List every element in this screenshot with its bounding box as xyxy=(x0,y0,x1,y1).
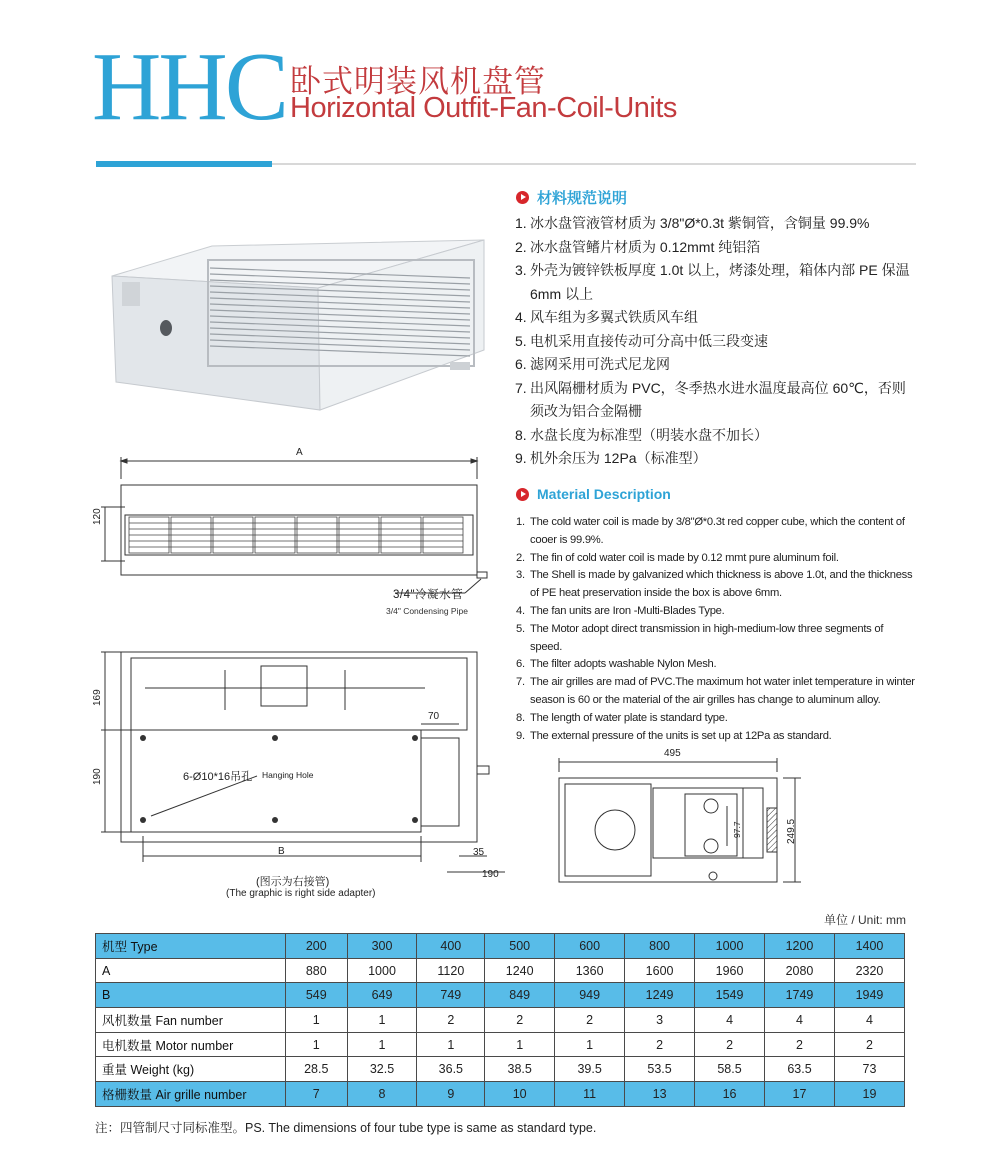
table-cell: 2 xyxy=(695,1032,765,1057)
list-item-text: 冰水盘管液管材质为 3/8"Ø*0.3t 紫铜管，含铜量 99.9% xyxy=(530,215,870,231)
table-cell: 32.5 xyxy=(347,1057,417,1082)
table-cell: 749 xyxy=(417,983,485,1008)
table-cell: 849 xyxy=(485,983,555,1008)
table-cell: 649 xyxy=(347,983,417,1008)
list-item-number: 4. xyxy=(515,309,527,325)
list-item xyxy=(516,710,916,728)
table-cell: 7 xyxy=(286,1082,348,1107)
table-cell: 17 xyxy=(765,1082,835,1107)
table-cell: 58.5 xyxy=(695,1057,765,1082)
list-item-number: 6. xyxy=(515,356,527,372)
list-item-number: 3. xyxy=(515,262,527,278)
list-item-number: 8. xyxy=(516,711,525,724)
table-row xyxy=(96,1057,905,1082)
hanging-hole-label-cn: 6-Ø10*16吊孔 xyxy=(183,771,253,783)
list-item xyxy=(516,728,916,746)
table-cell: 1549 xyxy=(695,983,765,1008)
list-item-number: 9. xyxy=(515,450,527,466)
table-cell: 2 xyxy=(834,1032,904,1057)
list-item xyxy=(515,330,915,354)
table-cell: 1120 xyxy=(417,958,485,983)
table-cell: 2 xyxy=(625,1032,695,1057)
material-cn-heading-text: 材料规范说明 xyxy=(537,190,628,207)
table-cell: 4 xyxy=(765,1008,835,1033)
brand-logo-text: HHC xyxy=(92,33,286,141)
table-cell: 19 xyxy=(834,1082,904,1107)
table-cell: 1249 xyxy=(625,983,695,1008)
table-cell: 63.5 xyxy=(765,1057,835,1082)
table-cell: 1 xyxy=(347,1008,417,1033)
table-cell: 1600 xyxy=(625,958,695,983)
list-item xyxy=(516,567,916,603)
table-cell: 1 xyxy=(286,1032,348,1057)
pipe-label-en: 3/4" Condensing Pipe xyxy=(386,606,468,616)
dim-190-left-label: 190 xyxy=(92,768,103,785)
table-cell: 1749 xyxy=(765,983,835,1008)
dim-495-label: 495 xyxy=(664,748,681,759)
table-cell: 13 xyxy=(625,1082,695,1107)
dim-70-label: 70 xyxy=(428,711,440,722)
table-row xyxy=(96,1032,905,1057)
list-item-number: 5. xyxy=(515,332,527,349)
table-cell: 2 xyxy=(417,1008,485,1033)
list-item-number: 7. xyxy=(515,379,527,396)
table-cell: 1360 xyxy=(555,958,625,983)
list-item-text: The fan units are Iron -Multi-Blades Type. xyxy=(530,604,725,617)
dim-b-label: B xyxy=(278,846,285,857)
dim-120-label: 120 xyxy=(92,508,103,525)
list-item xyxy=(515,236,915,260)
table-cell: 4 xyxy=(834,1008,904,1033)
table-row xyxy=(96,1008,905,1033)
header-rule xyxy=(272,163,916,165)
row-label: 格栅数量 Air grille number xyxy=(96,1082,286,1107)
list-item xyxy=(515,353,915,377)
list-item-number: 5. xyxy=(516,622,525,635)
table-cell: 1000 xyxy=(695,934,765,959)
table-cell: 38.5 xyxy=(485,1057,555,1082)
table-cell: 1949 xyxy=(834,983,904,1008)
list-item-text: The Shell is made by galvanized which thickness is above 1.0t, and the thickness of PE heat preservation inside the box is above 6mm. xyxy=(530,569,913,600)
row-label: A xyxy=(96,958,286,983)
page-title-cn: 卧式明装风机盘管 xyxy=(290,64,546,99)
row-label: 机型 Type xyxy=(96,934,286,959)
table-cell: 1 xyxy=(417,1032,485,1057)
list-item-number: 3. xyxy=(516,569,525,582)
table-cell: 9 xyxy=(417,1082,485,1107)
drawing-caption-en: (The graphic is right side adapter) xyxy=(226,888,376,899)
drawing-caption-cn: (图示为右接管) xyxy=(256,876,330,888)
drawing-side-view xyxy=(545,750,810,890)
list-item-text: 机外余压为 12Pa（标准型） xyxy=(530,450,707,466)
row-label: 重量 Weight (kg) xyxy=(96,1057,286,1082)
table-cell: 1400 xyxy=(834,934,904,959)
table-cell: 2 xyxy=(485,1008,555,1033)
table-cell: 10 xyxy=(485,1082,555,1107)
table-cell: 1960 xyxy=(695,958,765,983)
list-item-number: 8. xyxy=(515,426,527,443)
dim-249-label: 249.5 xyxy=(786,818,797,844)
table-cell: 1 xyxy=(286,1008,348,1033)
table-cell: 2080 xyxy=(765,958,835,983)
row-label: 风机数量 Fan number xyxy=(96,1008,286,1033)
list-item xyxy=(516,656,916,674)
table-cell: 1200 xyxy=(765,934,835,959)
table-cell: 39.5 xyxy=(555,1057,625,1082)
list-item-text: The cold water coil is made by 3/8"Ø*0.3t red copper cube, which the content of cooer is 99.9%. xyxy=(530,516,905,546)
table-cell: 1 xyxy=(347,1032,417,1057)
list-item xyxy=(515,212,915,236)
drawing-top-view xyxy=(85,640,515,880)
table-cell: 36.5 xyxy=(417,1057,485,1082)
list-item-number: 1. xyxy=(515,215,527,231)
list-item-number: 2. xyxy=(516,551,525,564)
table-cell: 11 xyxy=(555,1082,625,1107)
list-item xyxy=(515,306,915,330)
list-item-text: 冰水盘管鳍片材质为 0.12mmt 纯铝箔 xyxy=(530,238,761,255)
table-cell: 73 xyxy=(834,1057,904,1082)
product-photo xyxy=(100,232,485,412)
list-item xyxy=(516,550,916,568)
table-cell: 16 xyxy=(695,1082,765,1107)
footnote: 注：四管制尺寸同标准型。PS. The dimensions of four tube type is same as standard type. xyxy=(95,1121,597,1135)
table-cell: 1000 xyxy=(347,958,417,983)
table-cell: 3 xyxy=(625,1008,695,1033)
table-cell: 949 xyxy=(555,983,625,1008)
table-row xyxy=(96,934,905,959)
list-item-number: 1. xyxy=(516,516,525,528)
list-item-text: The filter adopts washable Nylon Mesh. xyxy=(530,658,717,671)
play-bullet-icon xyxy=(516,488,529,501)
table-cell: 549 xyxy=(286,983,348,1008)
material-cn-list xyxy=(515,212,915,471)
list-item xyxy=(515,424,915,448)
table-cell: 1 xyxy=(485,1032,555,1057)
list-item-text: 电机采用直接传动可分高中低三段变速 xyxy=(530,332,768,349)
list-item xyxy=(516,514,916,550)
list-item xyxy=(515,447,915,471)
list-item-text: 外壳为镀锌铁板厚度 1.0t 以上，烤漆处理，箱体内部 PE 保温 6mm 以上 xyxy=(530,262,910,302)
table-row xyxy=(96,958,905,983)
table-cell: 400 xyxy=(417,934,485,959)
table-row xyxy=(96,1082,905,1107)
dim-35-label: 35 xyxy=(473,847,485,858)
spec-table xyxy=(95,933,905,1107)
list-item-text: The external pressure of the units is set up at 12Pa as standard. xyxy=(530,729,832,742)
table-cell: 8 xyxy=(347,1082,417,1107)
list-item-text: The air grilles are mad of PVC.The maximum hot water inlet temperature in winter season is 60 or the material of the air grilles has change to aluminum alloy. xyxy=(530,676,915,706)
row-label: B xyxy=(96,983,286,1008)
table-cell: 880 xyxy=(286,958,348,983)
list-item-number: 6. xyxy=(516,658,525,671)
material-en-heading-text: Material Description xyxy=(537,486,671,502)
list-item-number: 9. xyxy=(516,729,525,742)
list-item xyxy=(515,259,915,306)
list-item-text: The Motor adopt direct transmission in high-medium-low three segments of speed. xyxy=(530,622,884,653)
table-cell: 600 xyxy=(555,934,625,959)
table-cell: 28.5 xyxy=(286,1057,348,1082)
table-cell: 300 xyxy=(347,934,417,959)
list-item xyxy=(516,603,916,621)
table-cell: 200 xyxy=(286,934,348,959)
page-title-en: Horizontal Outfit-Fan-Coil-Units xyxy=(290,92,677,124)
list-item xyxy=(515,377,915,424)
header-rule-accent xyxy=(96,161,272,167)
table-cell: 1240 xyxy=(485,958,555,983)
material-en-list xyxy=(516,514,916,745)
list-item-text: 风车组为多翼式铁质风车组 xyxy=(530,309,698,325)
table-cell: 1 xyxy=(555,1032,625,1057)
list-item-text: 出风隔栅材质为 PVC，冬季热水进水温度最高位 60℃，否则须改为铝合金隔栅 xyxy=(530,379,906,419)
list-item-number: 4. xyxy=(516,604,525,617)
unit-label: 单位 / Unit: mm xyxy=(823,913,906,927)
list-item-number: 2. xyxy=(515,238,527,255)
list-item-text: 水盘长度为标准型（明装水盘不加长） xyxy=(530,426,768,443)
play-bullet-icon xyxy=(516,191,529,204)
list-item-text: 滤网采用可洗式尼龙网 xyxy=(530,356,670,372)
table-cell: 800 xyxy=(625,934,695,959)
table-cell: 2320 xyxy=(834,958,904,983)
hanging-hole-label-en: Hanging Hole xyxy=(262,770,314,780)
table-cell: 53.5 xyxy=(625,1057,695,1082)
table-cell: 2 xyxy=(765,1032,835,1057)
row-label: 电机数量 Motor number xyxy=(96,1032,286,1057)
list-item-text: The length of water plate is standard type. xyxy=(530,711,728,724)
dim-190-bottom-label: 190 xyxy=(482,869,499,880)
dim-a-label: A xyxy=(296,447,303,458)
table-row xyxy=(96,983,905,1008)
list-item xyxy=(516,621,916,657)
material-cn-heading xyxy=(516,187,627,208)
list-item-number: 7. xyxy=(516,676,525,689)
pipe-label-cn: 3/4"冷凝水管 xyxy=(393,589,464,601)
table-cell: 2 xyxy=(555,1008,625,1033)
list-item xyxy=(516,674,916,710)
material-en-heading xyxy=(516,486,671,502)
list-item-text: The fin of cold water coil is made by 0.12 mmt pure aluminum foil. xyxy=(530,551,839,564)
dim-169-label: 169 xyxy=(92,689,103,706)
dim-97-label: 97.7 xyxy=(732,821,742,838)
table-cell: 500 xyxy=(485,934,555,959)
table-cell: 4 xyxy=(695,1008,765,1033)
